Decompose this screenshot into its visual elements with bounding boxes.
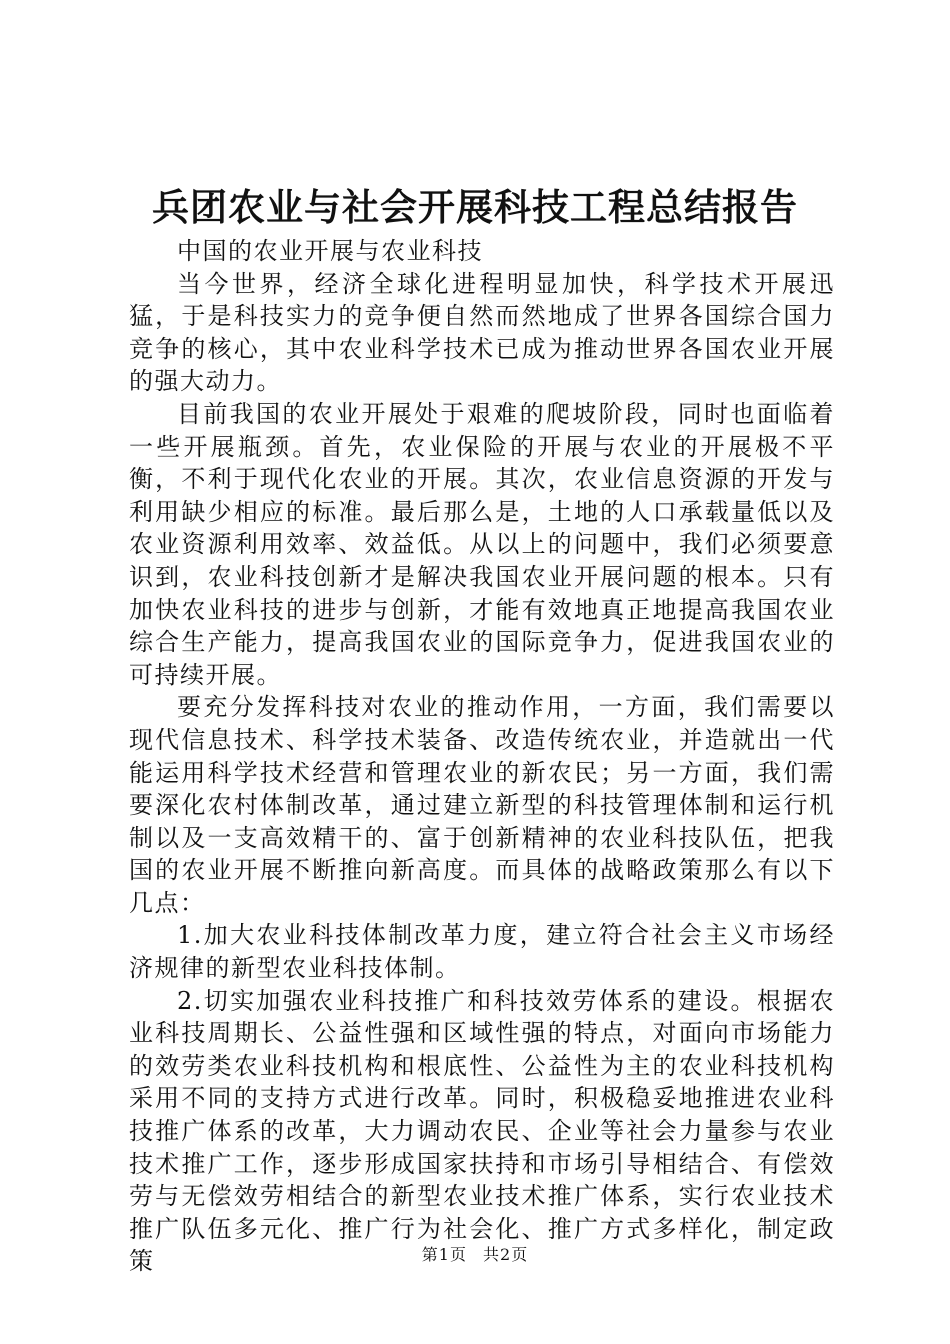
list-item: 2.切实加强农业科技推广和科技效劳体系的建设。根据农业科技周期长、公益性强和区域性强的特点，对面向市场能力的效劳类农业科技机构和根底性、公益性为主的农业科技机构采用不同的支持方式进行改革。同时，积极稳妥地推进农业科技推广体系的改革，大力调动农民、企业等社会力量参与农业技术推广工作，逐步形成国家扶持和市场引导相结合、有偿效劳与无偿效劳相结合的新型农业技术推广体系，实行农业技术推广队伍多元化、推广行为社会化、推广方式多样化，制定政策 (129, 986, 835, 1276)
page-number: 第1页 (421, 1245, 467, 1264)
body-paragraph: 要充分发挥科技对农业的推动作用，一方面，我们需要以现代信息技术、科学技术装备、改造传统农业，并造就出一代能运用科学技术经营和管理农业的新农民；另一方面，我们需要深化农村体制改革，通过建立新型的科技管理体制和运行机制以及一支高效精干的、富于创新精神的农业科技队伍，把我国的农业开展不断推向新高度。而具体的战略政策那么有以下几点： (129, 693, 835, 917)
page-footer (0, 1244, 950, 1266)
body-paragraph: 目前我国的农业开展处于艰难的爬坡阶段，同时也面临着一些开展瓶颈。首先，农业保险的开展与农业的开展极不平衡，不利于现代化农业的开展。其次，农业信息资源的开发与利用缺少相应的标准。最后那么是，土地的人口承载量低以及农业资源利用效率、效益低。从以上的问题中，我们必须要意识到，农业科技创新才是解决我国农业开展问题的根本。只有加快农业科技的进步与创新，才能有效地真正地提高我国农业综合生产能力，提高我国农业的国际竞争力，促进我国农业的可持续开展。 (129, 399, 835, 689)
document-body (129, 235, 835, 1278)
document-title: 兵团农业与社会开展科技工程总结报告 (152, 186, 798, 229)
section-heading: 中国的农业开展与农业科技 (177, 237, 483, 265)
page-total: 共2页 (483, 1245, 529, 1264)
list-item: 1.加大农业科技体制改革力度，建立符合社会主义市场经济规律的新型农业科技体制。 (129, 921, 835, 983)
body-paragraph: 当今世界，经济全球化进程明显加快，科学技术开展迅猛，于是科技实力的竞争便自然而然地成了世界各国综合国力竞争的核心，其中农业科学技术已成为推动世界各国农业开展的强大动力。 (129, 269, 835, 396)
